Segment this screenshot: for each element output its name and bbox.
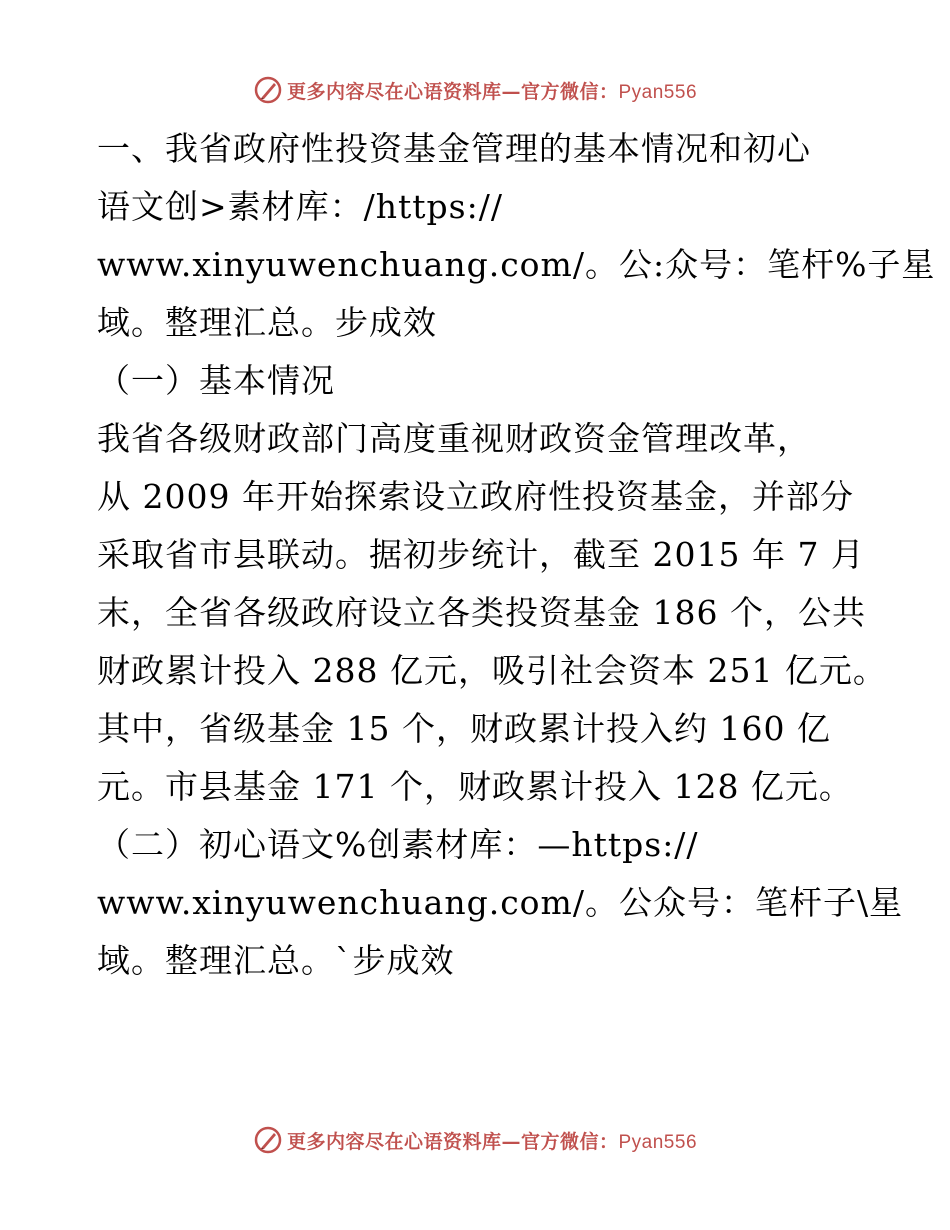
text-line: 域。整理汇总。步成效 — [97, 303, 437, 342]
quill-pen-icon — [253, 75, 283, 105]
subsection-heading-2: （二）初心语文%创素材库：—https:// — [97, 825, 699, 864]
text-line: 元。市县基金 171 个，财政累计投入 128 亿元。 — [97, 767, 853, 806]
quill-pen-icon — [253, 1125, 283, 1155]
text-line: 语文创>素材库：/https:// — [97, 187, 503, 226]
text-line: www.xinyuwenchuang.com/。公:众号：笔杆%子星 — [97, 245, 936, 284]
section-heading-1: 一、我省政府性投资基金管理的基本情况和初心 — [97, 129, 811, 168]
text-line: 从 2009 年开始探索设立政府性投资基金，并部分 — [97, 477, 854, 516]
text-line: 其中，省级基金 15 个，财政累计投入约 160 亿 — [97, 709, 831, 748]
wechat-id: Pyan556 — [618, 81, 698, 103]
text-line: 末，全省各级政府设立各类投资基金 186 个，公共 — [97, 593, 866, 632]
document-body — [97, 120, 936, 990]
text-line: 我省各级财政部门高度重视财政资金管理改革， — [97, 419, 811, 458]
text-line: 域。整理汇总。`步成效 — [97, 941, 455, 980]
header-watermark-banner — [0, 70, 950, 110]
banner-text: 更多内容尽在心语资料库—官方微信： — [286, 1130, 619, 1153]
text-line: 采取省市县联动。据初步统计，截至 2015 年 7 月 — [97, 535, 865, 574]
text-line: 财政累计投入 288 亿元，吸引社会资本 251 亿元。 — [97, 651, 887, 690]
wechat-id: Pyan556 — [618, 1131, 698, 1153]
footer-watermark-banner — [0, 1120, 950, 1160]
text-line: www.xinyuwenchuang.com/。公众号：笔杆子\星 — [97, 883, 904, 922]
banner-text: 更多内容尽在心语资料库—官方微信： — [286, 80, 619, 103]
subsection-heading-1: （一）基本情况 — [97, 361, 335, 400]
